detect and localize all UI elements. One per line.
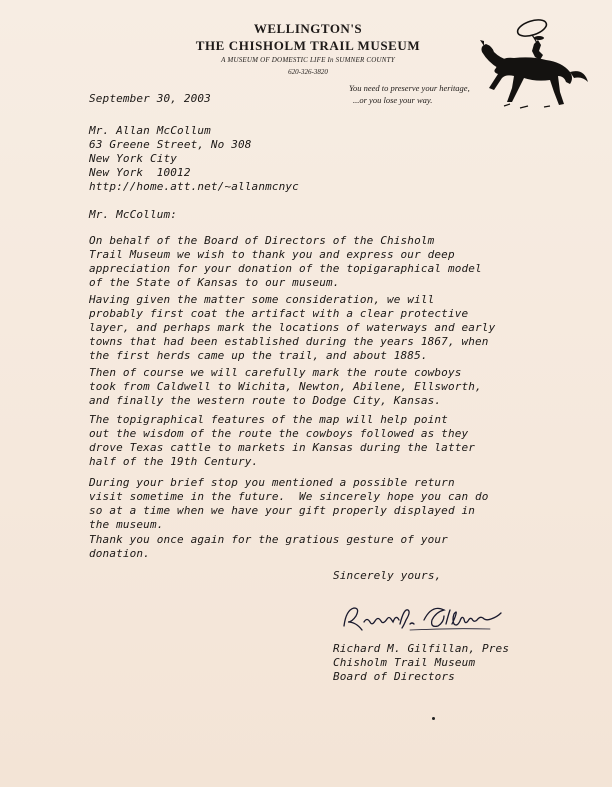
motto-line2: ...or you lose your way. [353, 95, 433, 105]
letterhead-subtitle: A MUSEUM OF DOMESTIC LIFE In SUMNER COUNTY [221, 56, 395, 64]
cowboy-on-horse-roping-icon [474, 16, 594, 112]
body-paragraph-6: Thank you once again for the gratious gesture of your donation. [89, 533, 448, 560]
letterhead-title-line1: WELLINGTON'S [253, 21, 363, 36]
letterhead-motto [349, 82, 470, 106]
recipient-state-zip: New York 10012 [89, 166, 191, 179]
body-paragraph-1: On behalf of the Board of Directors of the Chisholm Trail Museum we wish to thank you and express our deep appreciation for your donation of the topigaraphical model of the State of Kansas to our museum. [89, 234, 482, 289]
signer-board: Board of Directors [333, 670, 455, 683]
handwritten-signature [340, 600, 510, 634]
salutation: Mr. McCollum: [89, 208, 178, 221]
letterhead [178, 22, 438, 77]
letter-date: September 30, 2003 [89, 92, 211, 105]
recipient-street: 63 Greene Street, No 308 [89, 138, 252, 151]
recipient-city: New York City [89, 152, 178, 165]
signer-name: Richard M. Gilfillan, Pres [333, 642, 510, 655]
recipient-address [89, 124, 299, 194]
closing: Sincerely yours, [333, 569, 442, 582]
signer-organization: Chisholm Trail Museum [333, 656, 476, 669]
signer-block [333, 642, 509, 684]
body-paragraph-4: The topigraphical features of the map will help point out the wisdom of the route the cowboys followed as they drove Texas cattle to markets in Kansas during the latter half of the 19th Century. [89, 413, 476, 468]
letterhead-phone: 620-326-3820 [288, 68, 328, 76]
body-paragraph-5: During your brief stop you mentioned a possible return visit sometime in the future. We sincerely hope you can do so at a time when we have your gift properly displayed in the museum. [89, 476, 489, 531]
body-paragraph-2: Having given the matter some consideration, we will probably first coat the artifact with a clear protective layer, and perhaps mark the locations of waterways and early towns that had been established during the years 1867, when the first herds came up the trail, and about 1885. [89, 293, 496, 362]
recipient-name: Mr. Allan McCollum [89, 124, 211, 137]
body-paragraph-3: Then of course we will carefully mark the route cowboys took from Caldwell to Wichita, Newton, Abilene, Ellsworth, and finally the western route to Dodge City, Kansas. [89, 366, 482, 407]
ink-speck [432, 717, 435, 720]
letterhead-title-line2: THE CHISHOLM TRAIL MUSEUM [195, 38, 421, 53]
recipient-url: http://home.att.net/~allanmcnyc [89, 180, 299, 193]
motto-line1: You need to preserve your heritage, [349, 83, 470, 93]
